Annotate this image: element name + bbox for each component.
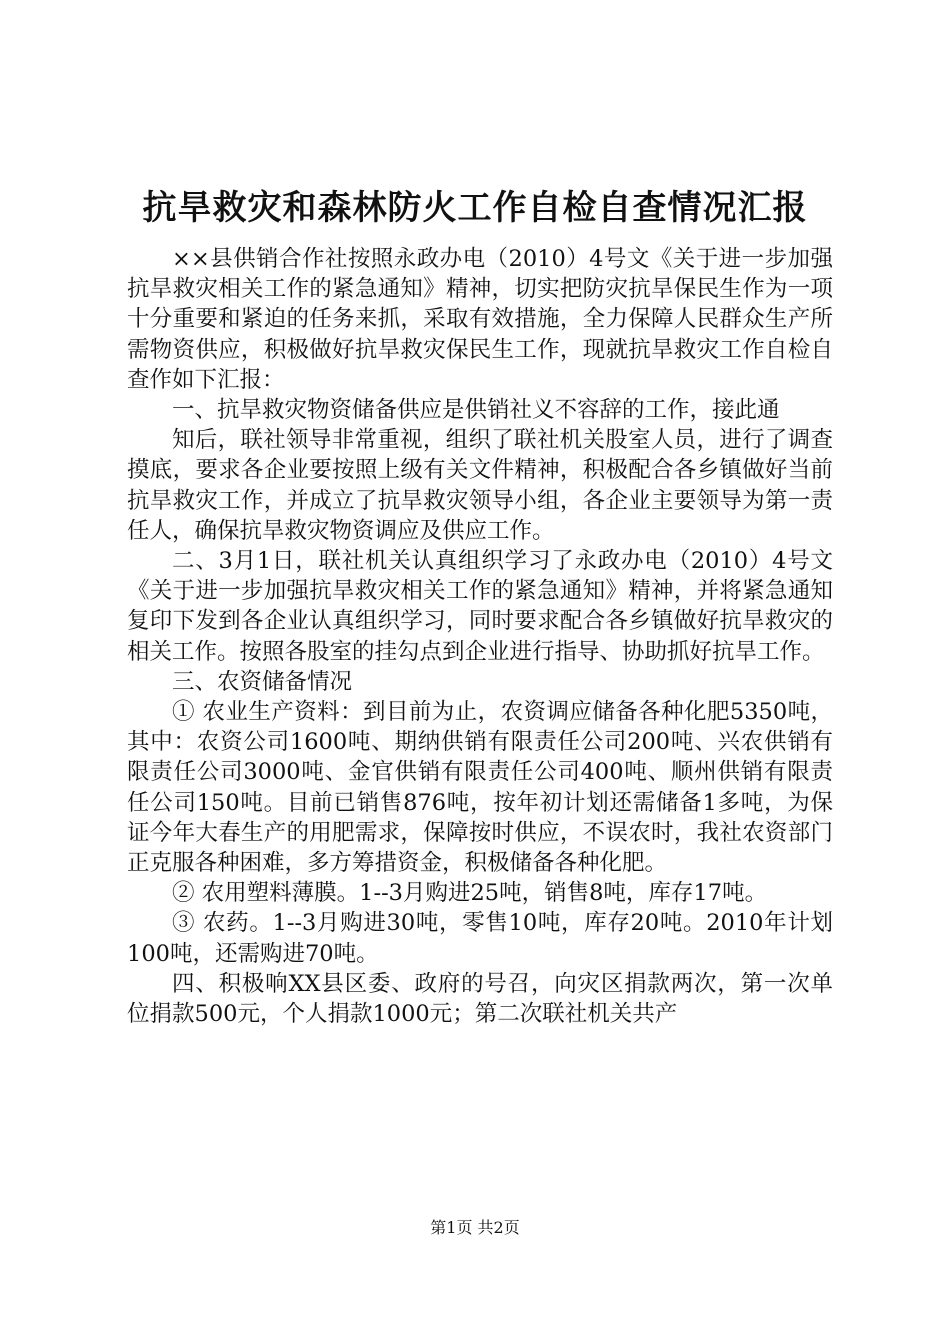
paragraph-item-plastic-film: ② 农用塑料薄膜。1--3月购进25吨，销售8吨，库存17吨。 (172, 880, 768, 907)
paragraph-item-fertilizer: ① 农业生产资料：到目前为止，农资调应储备各种化肥5350吨，其中：农资公司1600吨、期纳供销有限责任公司200吨、兴农供销有限责任公司3000吨、金官供销有限责任公司400吨、顺州供销有限责任公司150吨。目前已销售876吨，按年初计划还需储备1多吨，为保证今年大春生产的用肥需求，保障按时供应，不误农时，我社农资部门正克服各种困难，多方筹措资金，积极储备各种化肥。 (127, 699, 833, 877)
paragraph-intro: ××县供销合作社按照永政办电（2010）4号文《关于进一步加强抗旱救灾相关工作的紧急通知》精神，切实把防灾抗旱保民生作为一项十分重要和紧迫的任务来抓，采取有效措施，全力保障人民群众生产所需物资供应，积极做好抗旱救灾保民生工作，现就抗旱救灾工作自检自查作如下汇报： (127, 246, 833, 393)
paragraph-section-2: 二、3月1日，联社机关认真组织学习了永政办电（2010）4号文《关于进一步加强抗旱救灾相关工作的紧急通知》精神，并将紧急通知复印下发到各企业认真组织学习，同时要求配合各乡镇做好抗旱救灾的相关工作。按照各股室的挂勾点到企业进行指导、协助抓好抗旱工作。 (127, 548, 833, 665)
paragraph-section-3-heading: 三、农资储备情况 (172, 668, 353, 695)
document-title: 抗旱救灾和森林防火工作自检自查情况汇报 (142, 188, 808, 228)
page-footer: 第1页 共2页 (430, 1218, 520, 1237)
document-body (127, 244, 833, 1029)
paragraph-section-1: 一、抗旱救灾物资储备供应是供销社义不容辞的工作，接此通 (172, 397, 780, 424)
paragraph-section-4: 四、积极响XX县区委、政府的号召，向灾区捐款两次，第一次单位捐款500元，个人捐款1000元；第二次联社机关共产 (127, 970, 833, 1028)
paragraph-item-pesticide: ③ 农药。1--3月购进30吨，零售10吨，库存20吨。2010年计划100吨，还需购进70吨。 (127, 910, 833, 967)
paragraph-section-1-continued: 知后，联社领导非常重视，组织了联社机关股室人员，进行了调查摸底，要求各企业要按照上级有关文件精神，积极配合各乡镇做好当前抗旱救灾工作，并成立了抗旱救灾领导小组，各企业主要领导为第一责任人，确保抗旱救灾物资调应及供应工作。 (127, 427, 833, 544)
